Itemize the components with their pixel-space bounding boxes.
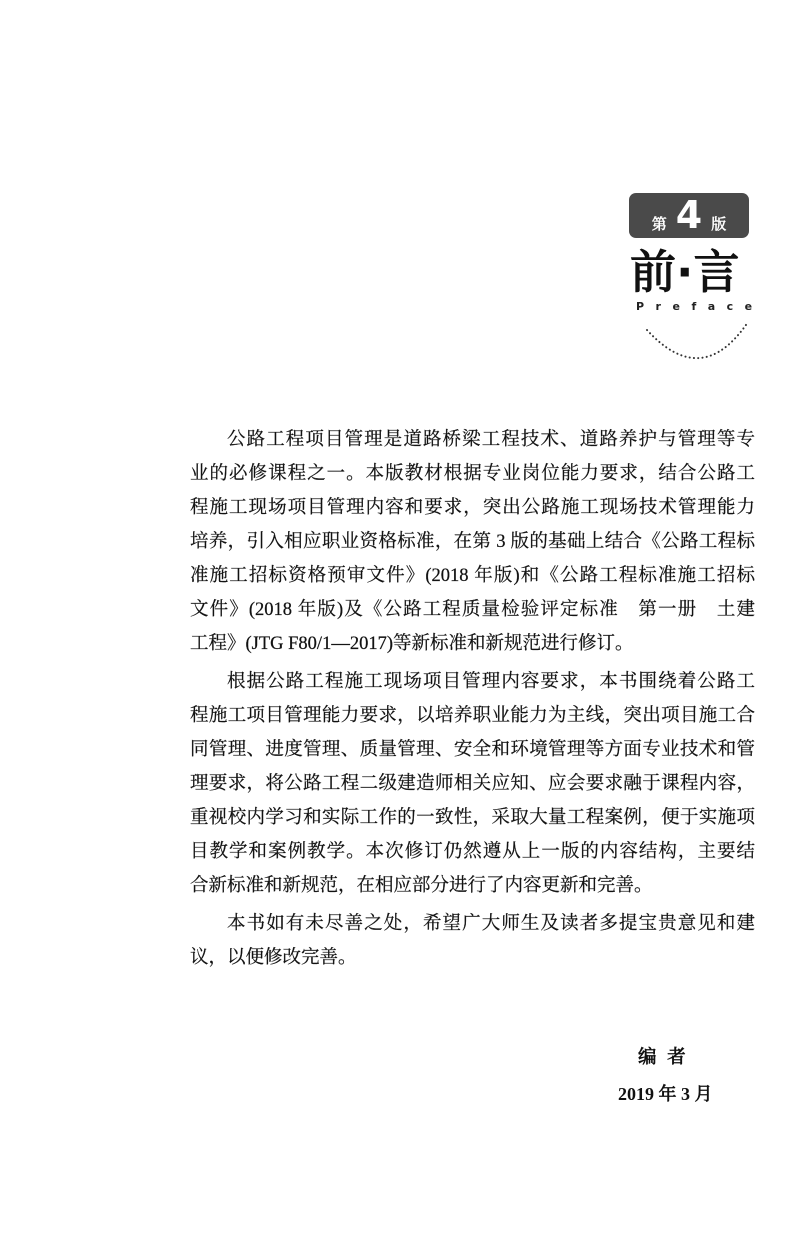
- paragraph: [190, 665, 755, 903]
- paragraph-line: 准施工招标资格预审文件》(2018 年版)和《公路工程标准施工招标: [190, 566, 755, 586]
- preface-body: [190, 423, 755, 975]
- paragraph-line: 根据公路工程施工现场项目管理内容要求，本书围绕着公路工: [227, 672, 755, 692]
- dotted-arc-path: [647, 322, 748, 358]
- paragraph-line: 程施工现场项目管理内容和要求，突出公路施工现场技术管理能力: [190, 498, 755, 518]
- edition-badge: [629, 193, 749, 238]
- paragraph-line: 工程》(JTG F80/1—2017)等新标准和新规范进行修订。: [190, 634, 634, 654]
- page-subtitle: Preface: [636, 300, 764, 313]
- paragraph-line: 本书如有未尽善之处，希望广大师生及读者多提宝贵意见和建: [227, 914, 755, 934]
- paragraph-line: 公路工程项目管理是道路桥梁工程技术、道路养护与管理等专: [227, 430, 755, 450]
- paragraph: [190, 423, 755, 661]
- edition-number: 4: [675, 193, 703, 237]
- paragraph-line: 文件》(2018 年版)及《公路工程质量检验评定标准 第一册 土建: [190, 600, 755, 620]
- signature-date: 2019 年 3 月: [618, 1084, 713, 1104]
- edition-suffix: 版: [711, 215, 727, 233]
- dotted-arc-decoration: [640, 315, 755, 365]
- paragraph-line: 议，以便修改完善。: [190, 948, 357, 968]
- paragraph-line: 合新标准和新规范，在相应部分进行了内容更新和完善。: [190, 876, 653, 896]
- paragraph-line: 重视校内学习和实际工作的一致性，采取大量工程案例，便于实施项: [190, 808, 755, 828]
- paragraph-line: 目教学和案例教学。本次修订仍然遵从上一版的内容结构，主要结: [190, 842, 755, 862]
- paragraph-line: 程施工项目管理能力要求，以培养职业能力为主线，突出项目施工合: [190, 706, 755, 726]
- paragraph-line: 理要求，将公路工程二级建造师相关应知、应会要求融于课程内容，: [190, 774, 755, 794]
- signature-author: 编 者: [638, 1048, 689, 1068]
- paragraph-line: 培养，引入相应职业资格标准，在第 3 版的基础上结合《公路工程标: [190, 532, 755, 552]
- edition-prefix: 第: [651, 215, 667, 233]
- paragraph-line: 业的必修课程之一。本版教材根据专业岗位能力要求，结合公路工: [190, 464, 755, 484]
- paragraph-line: 同管理、进度管理、质量管理、安全和环境管理等方面专业技术和管: [190, 740, 755, 760]
- paragraph: [190, 907, 755, 975]
- page-title: 前·言: [630, 245, 740, 299]
